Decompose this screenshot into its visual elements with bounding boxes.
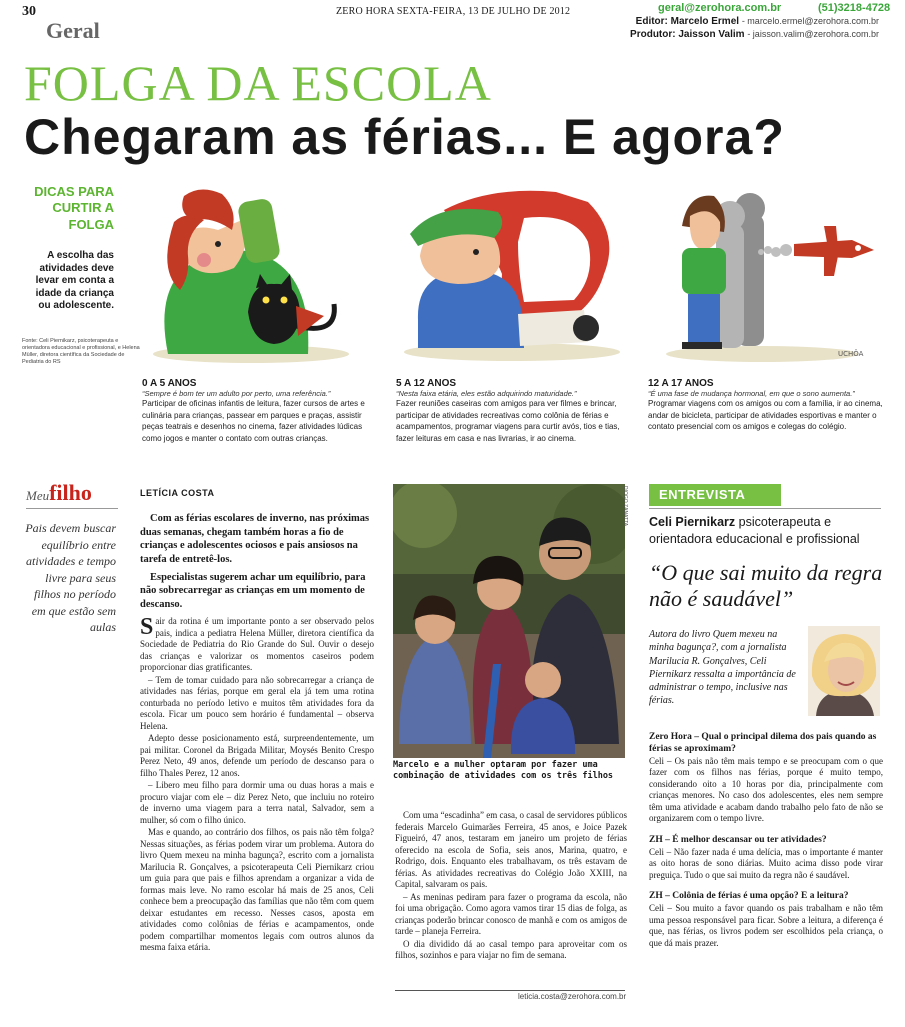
contact-phone: (51)3218-4728 xyxy=(818,2,891,14)
age-group-text: Programar viagens com os amigos ou com a família, ir ao cinema, andar de bicicleta, participar de atividades esportivas e manter o contato presencial com os amigos e colegas do colégio. xyxy=(648,399,883,432)
interviewee-role: psicoterapeuta e orientadora educacional e profissional xyxy=(649,515,860,547)
editor-name: Editor: Marcelo Ermel xyxy=(635,16,740,27)
column-logo-meu: Meu xyxy=(26,488,50,503)
article-paragraph: O dia dividido dá ao casal tempo para aproveitar com os filhos, sozinhos e para viajar no fim de semana. xyxy=(395,938,627,961)
masthead: ZERO HORA SEXTA-FEIRA, 13 DE JULHO DE 2012 xyxy=(336,6,571,17)
page-number: 30 xyxy=(22,4,36,19)
column-logo xyxy=(26,480,92,506)
interview-intro: Autora do livro Quem mexeu na minha bagunça?, com a jornalista Marilucia R. Gonçalves, Celi Piernikarz ressalta a importância de administrar o tempo, inclusive nas férias. xyxy=(649,629,796,707)
article-paragraph: – Tem de tomar cuidado para não sobrecarregar a criança de atividades nas férias, porque em geral ela já tem uma rotina conturbada no período letivo e muitos têm atividades fora da escola. Ficar um pouco sem horário é fundamental – observa Helena. xyxy=(140,674,374,731)
qa-question: ZH – Colônia de férias é uma opção? E a leitura? xyxy=(649,891,849,902)
illustration-teen xyxy=(652,186,886,364)
lead-paragraph: Com as férias escolares de inverno, nas próximas duas semanas, chegam também horas a fio de crianças e adolescentes ociosos e pais ansiosos na tarefa de entretê-los. xyxy=(140,513,370,565)
dicas-title: DICAS PARA CURTIR A FOLGA xyxy=(34,184,114,232)
article-paragraph: Mas e quando, ao contrário dos filhos, os pais não têm folga? Nessas situações, as férias podem virar um problema. Autora do livro Quem mexeu na minha bagunça?, escrito com a jornalista Marilucia R. Gonçalves, a psicoterapeuta Celi Piernikarz criou um guia para que pais e filhos aprendam a organizar a vida de formas mais leve. No ramo escolar há mais de 25 anos, Celi conhece bem a preocupação das famílias que não têm com quem deixar estudantes em recesso. Nesses casos, aposta em atividades como colônias de férias e acampamentos, onde podem compartilhar momentos legais com outros alunos da mesma faixa etária. xyxy=(140,827,374,953)
article-lead xyxy=(140,512,374,615)
qa-question: ZH – É melhor descansar ou ter atividades? xyxy=(649,834,827,845)
illustration-boy xyxy=(398,190,626,362)
age-group-quote: “Sempre é bom ter um adulto por perto, uma referência.” xyxy=(142,389,331,398)
photo-credit: DIOGO ZANATTA xyxy=(622,486,628,527)
kicker: FOLGA DA ESCOLA xyxy=(24,55,492,111)
article-paragraph: – Libero meu filho para dormir uma ou duas horas a mais e procuro viajar com ele – diz Perez Neto, que incluiu no roteiro de inverno uma viagem para a terra natal, Salvador, sem a mulher, só com o filho único. xyxy=(140,780,374,825)
interviewee xyxy=(649,514,885,549)
headline: Chegaram as férias... E agora? xyxy=(24,109,785,165)
byline: LETÍCIA COSTA xyxy=(140,488,215,498)
age-group-12-17 xyxy=(648,378,886,433)
age-group-label: 0 A 5 ANOS xyxy=(142,378,197,389)
age-group-label: 5 A 12 ANOS xyxy=(396,378,457,389)
dicas-text: A escolha das atividades deve levar em conta a idade da criança ou adolescente. xyxy=(35,250,114,311)
qa-answer: Celi – Sou muito a favor quando os pais trabalham e não têm uma pessoa responsável para ficar. Sobre a leitura, a diferença é que, nas férias, os livros podem ser escolhidos pela criança, o que dá mais prazer. xyxy=(649,903,883,948)
article-paragraph: Adepto desse posicionamento está, surpreendentemente, um pai militar. Coronel da Brigada Militar, Moysés Benito Crespo Perez Neto, 49 anos, defende um período de descanso para o filho Thales Perez, 12 anos. xyxy=(140,733,374,778)
pull-quote: “O que sai muito da regra não é saudável” xyxy=(649,560,883,612)
article-paragraph: Com uma “escadinha” em casa, o casal de servidores públicos federais Marcelo Guimarães Ferreira, 45 anos, e Joice Pazek Figueiró, 47 anos, testaram em janeiro um projeto de férias oferecido na escola de Sofia, seis anos, Marina, quatro, e Rodrigo, dois. Enquanto eles trabalhavam, os três estavam de férias. As atividades recreativas do Colégio João XXIII, na Capital, salvaram os pais. xyxy=(395,810,627,890)
column-logo-filho: filho xyxy=(49,480,92,505)
interview-qa xyxy=(649,732,883,949)
producer-credit xyxy=(630,29,879,40)
age-group-quote: “É uma fase de mudança hormonal, em que o sono aumenta.” xyxy=(648,389,855,398)
illustration-signature: UCHÔA xyxy=(838,350,864,358)
article-paragraph: – As meninas pediram para fazer o programa da escola, não foi uma obrigação. Como agora vamos tirar 15 dias de folga, as crianças poderão brincar conosco de manhã e com os amigos de tarde – planeja Ferreira. xyxy=(395,891,627,937)
section-name: Geral xyxy=(46,18,100,43)
interview-tab: ENTREVISTA xyxy=(649,484,781,506)
column-end-rule xyxy=(395,990,625,991)
source-note: Fonte: Celi Piernikarz, psicoterapeuta e orientadora educacional e profissional, e Helena Müller, diretora científica da Sociedade de Pediatria do RS xyxy=(22,338,140,365)
editor-email[interactable]: - marcelo.ermel@zerohora.com.br xyxy=(741,16,879,26)
qa-block xyxy=(649,732,883,825)
qa-block xyxy=(649,835,883,881)
age-group-text: Participar de oficinas infantis de leitura, fazer cursos de artes e culinária para crianças, passear em parques e praças, assistir peças teatrais e desenhos no cinema, fazer atividades lúdicas como jogos e manter o contato com outras crianças. xyxy=(142,399,365,443)
interview-rule xyxy=(649,508,881,509)
article-column-2 xyxy=(395,810,627,963)
age-group-5-12 xyxy=(396,378,636,444)
qa-question: Zero Hora – Qual o principal dilema dos pais quando as férias se aproximam? xyxy=(649,732,877,754)
interviewee-name: Celi Piernikarz xyxy=(649,515,736,529)
photo-caption: Marcelo e a mulher optaram por fazer uma combinação de atividades com os três filhos xyxy=(393,760,614,781)
age-group-0-5 xyxy=(142,378,382,444)
lead-paragraph: Especialistas sugerem achar um equilíbrio, para não sobrecarregar as crianças em um momento de descanso. xyxy=(140,571,366,610)
age-group-label: 12 A 17 ANOS xyxy=(648,378,714,389)
author-email[interactable]: leticia.costa@zerohora.com.br xyxy=(518,992,627,1001)
qa-answer: Celi – Não fazer nada é uma delícia, mas o importante é manter as oito horas de sono diárias. Muito acima disso pode virar preguiça. Tudo o que sai muito da regra não é saudável. xyxy=(649,846,883,880)
dropcap: S xyxy=(140,614,154,640)
producer-email[interactable]: - jaisson.valim@zerohora.com.br xyxy=(747,29,879,39)
age-group-quote: “Nesta faixa etária, eles estão adquirindo maturidade.” xyxy=(396,389,577,398)
editor-credit xyxy=(636,16,879,27)
illustration-toddler xyxy=(148,186,354,364)
interviewee-headshot xyxy=(808,626,880,716)
article-column-1 xyxy=(140,616,374,955)
qa-block xyxy=(649,891,883,949)
first-paragraph-text: air da rotina é um importante ponto a ser observado pelos pais, indica a pediatra Helena Müller, diretora científica da Sociedade de Pediatria do Rio Grande do Sul. Ouvir o desejo das crianças e valorizar os momentos caseiros podem proporcionar dias gratificantes. xyxy=(140,616,374,673)
column-tagline: Pais devem buscar equilíbrio entre atividades e tempo livre para seus filhos no período em que estão sem aulas xyxy=(25,521,116,635)
family-photo xyxy=(393,484,625,758)
article-paragraph xyxy=(140,616,374,674)
column-logo-divider xyxy=(26,508,118,509)
contact-email[interactable]: geral@zerohora.com.br xyxy=(658,2,782,14)
producer-name: Produtor: Jaisson Valim xyxy=(630,29,745,40)
age-group-text: Fazer reuniões caseiras com amigos para ver filmes e brincar, participar de atividades recreativas como colônia de férias e acampamentos, programar viagens para curtir avós, tios e tias, fazer leituras em casa e nas livrarias, ir ao cinema. xyxy=(396,399,620,443)
qa-answer: Celi – Os pais não têm mais tempo e se preocupam com o que fazer com os filhos nas férias, porque é muito tempo, considerando oito a 10 horas por dia, principalmente com crianças menores. No caso dos adolescentes, eles nem sempre têm uma atividade e acabam dando trabalho pelo fato de não se organizarem com o tempo livre. xyxy=(649,755,883,824)
